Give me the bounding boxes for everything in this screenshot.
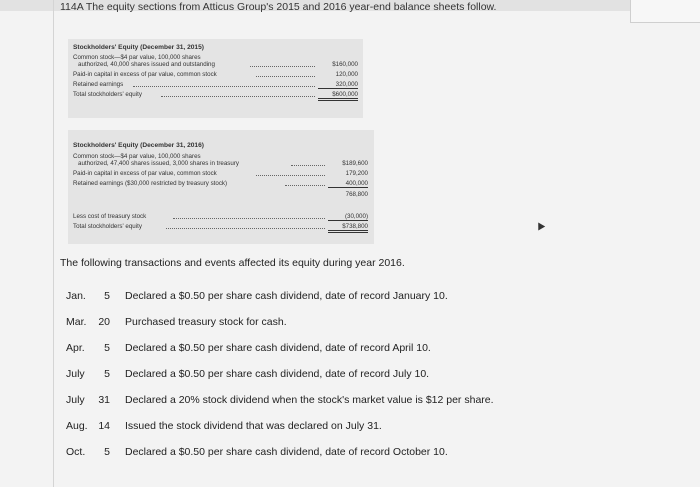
transaction-description: Declared a $0.50 per share cash dividend, date of record April 10. — [125, 342, 431, 354]
row-label: Retained earnings ($30,000 restricted by treasury stock) — [73, 180, 228, 187]
row-label: Less cost of treasury stock — [73, 213, 147, 220]
transaction-row — [0, 290, 700, 306]
transaction-row — [0, 316, 700, 332]
transaction-description: Declared a $0.50 per share cash dividend, date of record July 10. — [125, 368, 430, 380]
statement-row — [73, 71, 359, 79]
row-value: 400,000 — [328, 180, 368, 188]
row-label: authorized, 47,400 shares issued, 3,000 shares in treasury — [78, 160, 239, 167]
statement-row — [73, 91, 359, 99]
row-label: Paid-in capital in excess of par value, common stock — [73, 170, 217, 177]
transaction-description: Purchased treasury stock for cash. — [125, 316, 287, 328]
transaction-month: Jan. — [66, 290, 86, 302]
transaction-month: July — [66, 394, 85, 406]
statement-row — [73, 223, 370, 231]
transaction-month: Apr. — [66, 342, 85, 354]
row-value: 179,200 — [345, 170, 368, 177]
statement-2015-card — [68, 39, 363, 118]
statement-row — [73, 180, 370, 188]
row-value: (30,000) — [328, 213, 368, 221]
transaction-month: Mar. — [66, 316, 87, 328]
transaction-day: 5 — [104, 290, 110, 302]
transaction-description: Declared a $0.50 per share cash dividend, date of record January 10. — [125, 290, 448, 302]
row-value: 768,800 — [345, 191, 368, 198]
row-label: authorized, 40,000 shares issued and outstanding — [78, 61, 215, 68]
statement-2016-card — [68, 130, 374, 244]
transaction-description: Declared a $0.50 per share cash dividend, date of record October 10. — [125, 446, 448, 458]
statement-row — [73, 61, 359, 69]
row-value: $738,800 — [328, 223, 368, 233]
statement-row — [73, 191, 370, 199]
transaction-description: Declared a 20% stock dividend when the stock's market value is $12 per share. — [125, 394, 494, 406]
transaction-day: 5 — [104, 446, 110, 458]
row-label: Total stockholders' equity — [73, 223, 142, 230]
transaction-day: 5 — [104, 368, 110, 380]
transaction-day: 31 — [98, 394, 110, 406]
transaction-month: July — [66, 368, 85, 380]
transaction-day: 14 — [98, 420, 110, 432]
row-label: Common stock—$4 par value, 100,000 shares — [73, 54, 201, 61]
statement-2016-heading: Stockholders' Equity (December 31, 2016) — [73, 142, 204, 149]
row-value: $160,000 — [332, 61, 358, 68]
left-margin-line — [53, 0, 54, 487]
transaction-day: 20 — [98, 316, 110, 328]
transaction-month: Aug. — [66, 420, 88, 432]
row-label: Total stockholders' equity — [73, 91, 142, 98]
transaction-row — [0, 446, 700, 462]
transaction-description: Issued the stock dividend that was declared on July 31. — [125, 420, 382, 432]
mouse-cursor-icon — [535, 220, 545, 230]
statement-row — [73, 170, 370, 178]
transaction-row — [0, 394, 700, 410]
statement-row — [73, 213, 370, 221]
transactions-intro: The following transactions and events affected its equity during year 2016. — [60, 257, 405, 269]
transaction-row — [0, 342, 700, 358]
transaction-row — [0, 420, 700, 436]
row-value: $600,000 — [318, 91, 358, 101]
problem-title: 114A The equity sections from Atticus Group's 2015 and 2016 year-end balance sheets follow. — [60, 1, 497, 13]
row-value: 120,000 — [335, 71, 358, 78]
row-value: $189,600 — [342, 160, 368, 167]
top-right-panel — [630, 0, 700, 23]
row-value: 320,000 — [318, 81, 358, 89]
transaction-day: 5 — [104, 342, 110, 354]
statement-row — [73, 81, 359, 89]
row-label: Common stock—$4 par value, 100,000 shares — [73, 153, 201, 160]
row-label: Retained earnings — [73, 81, 124, 88]
transaction-row — [0, 368, 700, 384]
transaction-month: Oct. — [66, 446, 86, 458]
statement-2015-heading: Stockholders' Equity (December 31, 2015) — [73, 44, 204, 51]
row-label: Paid-in capital in excess of par value, common stock — [73, 71, 217, 78]
statement-row — [73, 160, 370, 168]
